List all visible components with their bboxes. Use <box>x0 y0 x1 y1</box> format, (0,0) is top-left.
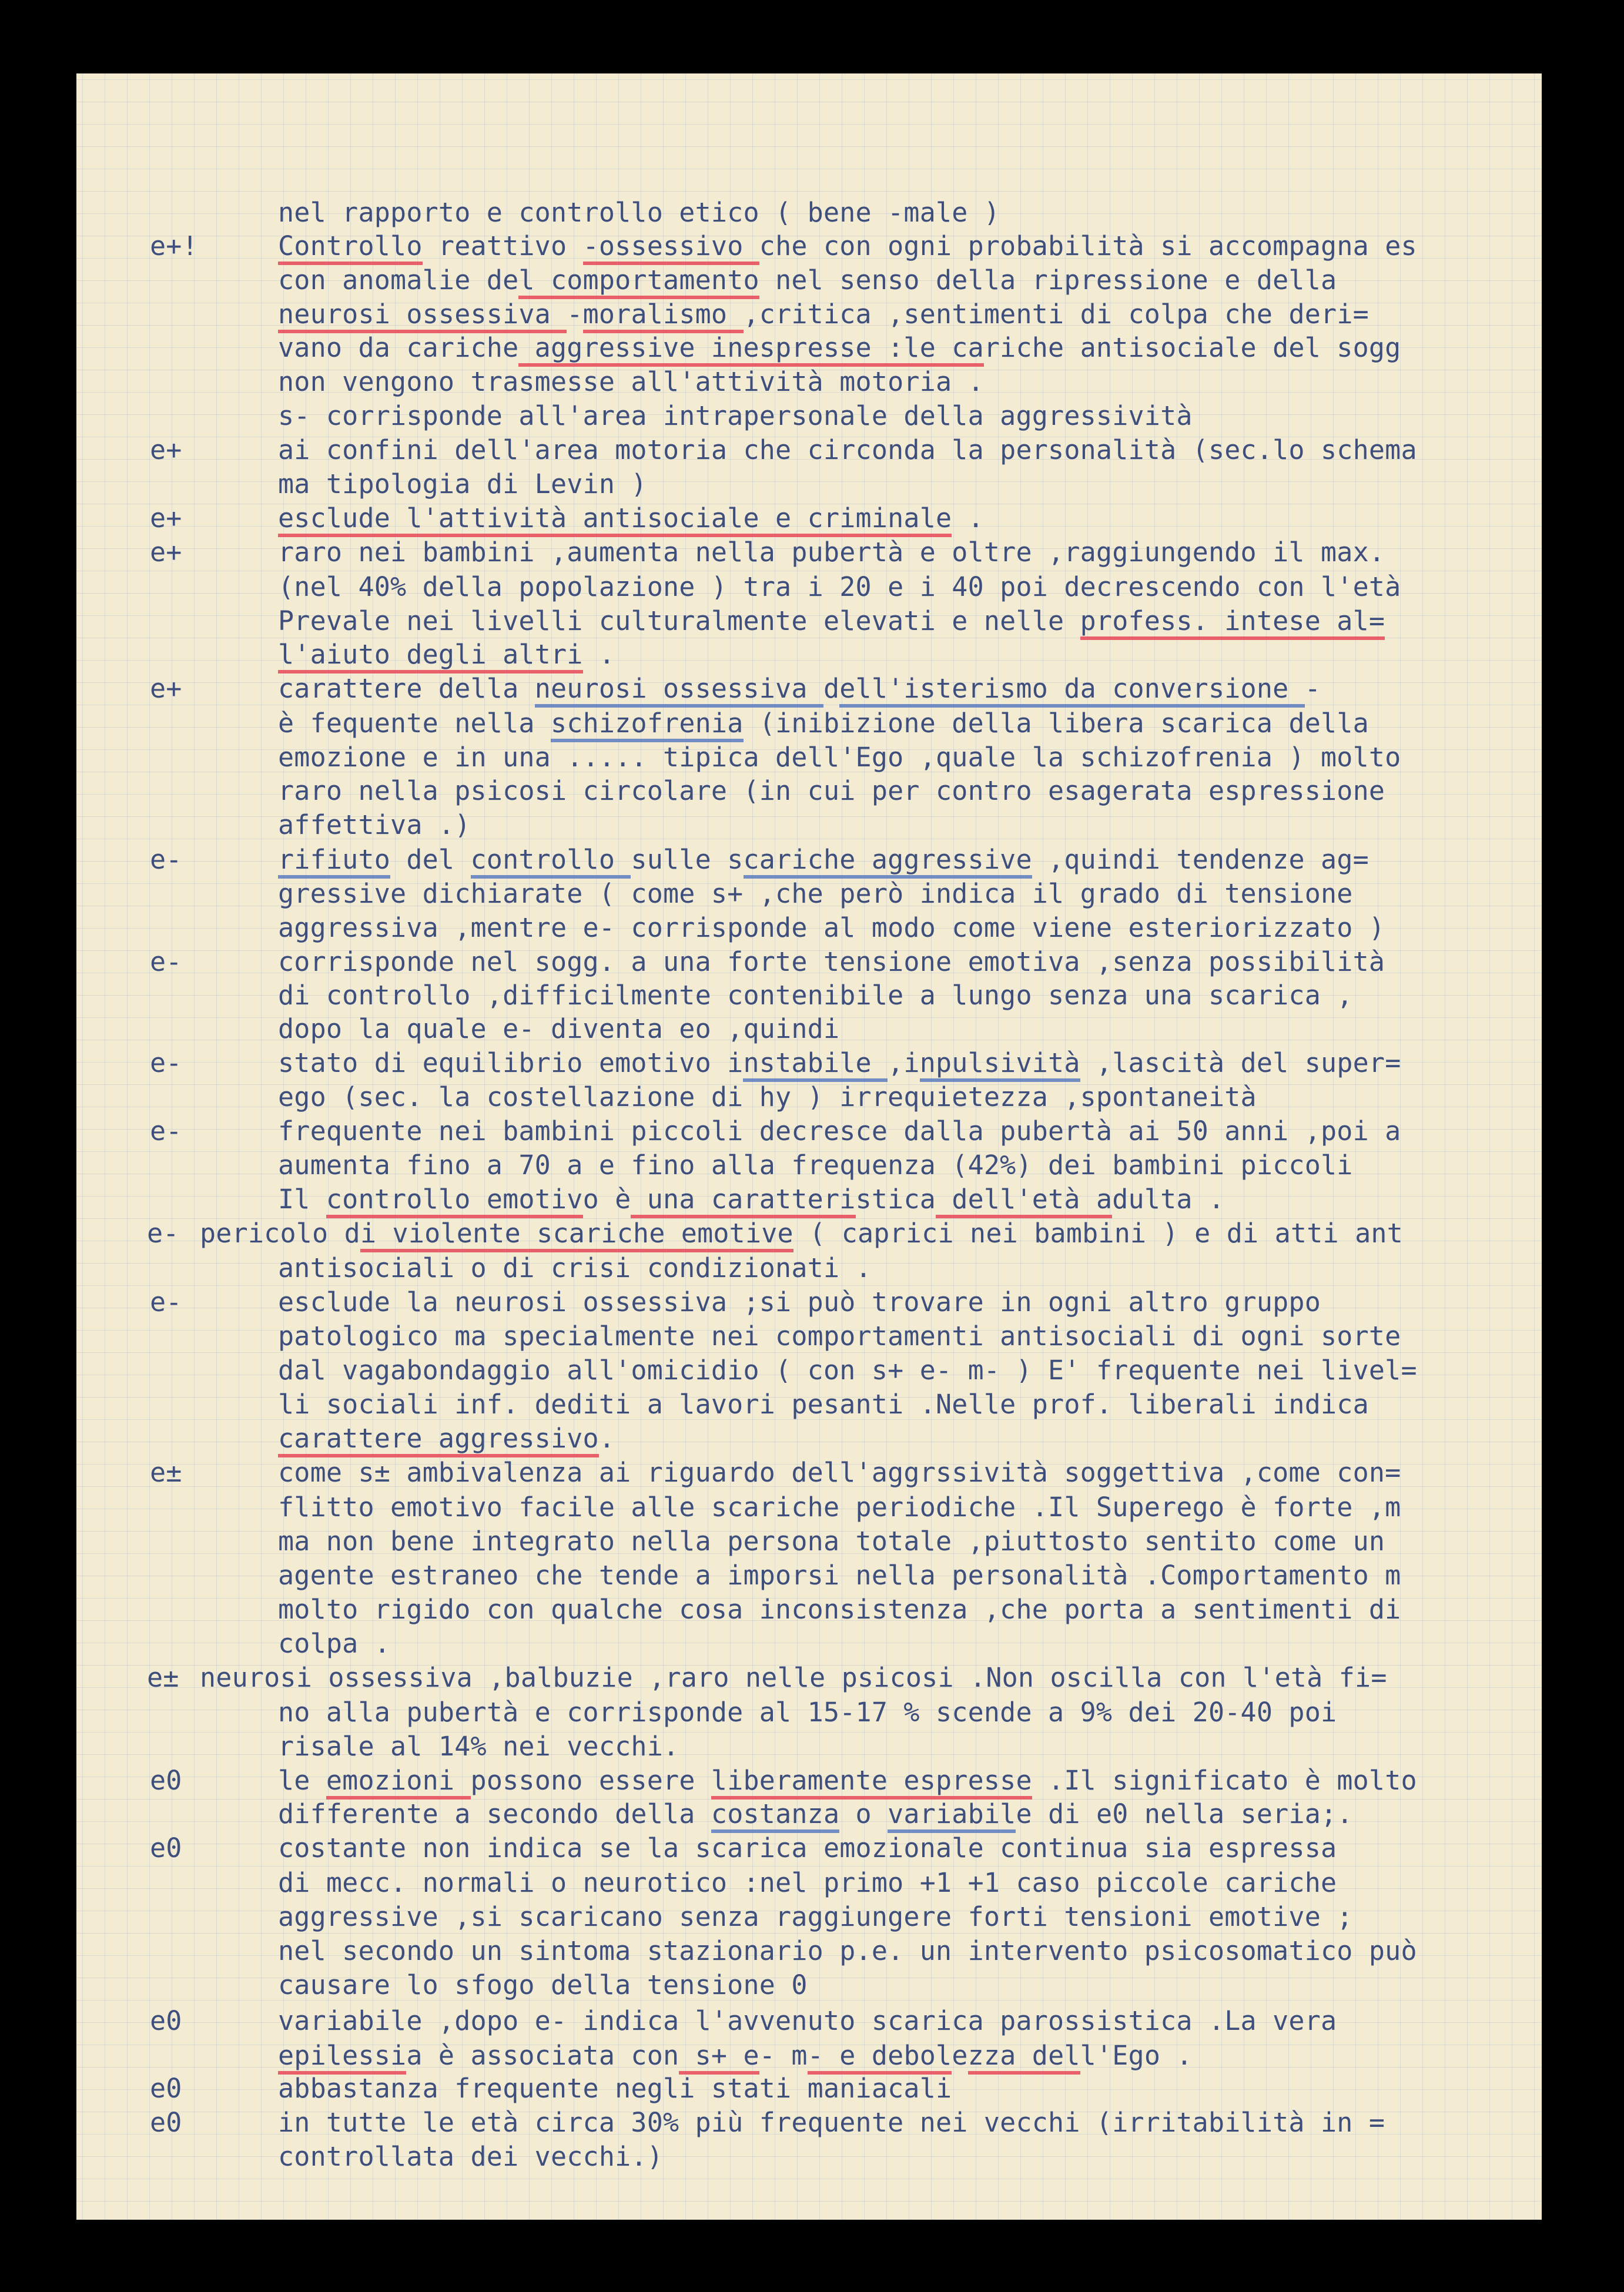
text-line <box>76 570 1542 604</box>
text-line <box>76 1900 1542 1934</box>
text-line <box>76 1593 1542 1627</box>
text-line <box>76 979 1542 1013</box>
margin-symbol: e0 <box>150 2107 182 2138</box>
margin-symbol: e- <box>150 844 182 875</box>
line-text: patologico ma specialmente nei comportamenti antisociali di ogni sorte <box>278 1321 1401 1352</box>
text-line <box>76 1490 1542 1524</box>
line-text: non vengono trasmesse all'attività motoria . <box>278 366 984 397</box>
line-text: controllata dei vecchi.) <box>278 2141 664 2172</box>
margin-symbol: e+ <box>150 434 182 465</box>
line-text: aggressive ,si scaricano senza raggiungere forti tensioni emotive ; <box>278 1901 1353 1932</box>
margin-symbol: e- <box>150 1047 182 1078</box>
line-text: con anomalie del comportamento nel senso della ripressione e della <box>278 263 1337 297</box>
text-line <box>76 1388 1542 1422</box>
text-line <box>76 501 1542 535</box>
text-line <box>76 1968 1542 2002</box>
margin-symbol: e- <box>150 1286 182 1318</box>
text-line <box>76 1764 1542 1798</box>
margin-symbol: e± <box>147 1662 179 1693</box>
text-line <box>76 196 1542 230</box>
text-line <box>76 1114 1542 1148</box>
margin-symbol: e- <box>150 946 182 977</box>
text-line <box>76 467 1542 501</box>
line-text: agente estraneo che tende a imporsi nella personalità .Comportamento m <box>278 1560 1401 1591</box>
line-text: Il controllo emotivo è una caratteristica dell'età adulta . <box>278 1182 1224 1217</box>
line-text: vano da cariche aggressive inespresse :le cariche antisociale del sogg <box>278 331 1401 365</box>
text-line <box>76 1251 1542 1285</box>
line-text: pericolo di violente scariche emotive ( caprici nei bambini ) e di atti ant <box>200 1217 1403 1251</box>
text-line <box>76 2004 1542 2038</box>
margin-symbol: e0 <box>150 1765 182 1796</box>
line-text: differente a secondo della costanza o variabile di e0 nella seria;. <box>278 1797 1353 1831</box>
line-text: ai confini dell'area motoria che circonda la personalità (sec.lo schema <box>278 434 1417 465</box>
line-text: in tutte le età circa 30% più frequente nei vecchi (irritabilità in = <box>278 2107 1385 2138</box>
line-text: affettiva .) <box>278 809 471 840</box>
line-text: di mecc. normali o neurotico :nel primo +1 +1 caso piccole cariche <box>278 1867 1337 1898</box>
line-text: stato di equilibrio emotivo instabile ,inpulsività ,lascità del super= <box>278 1046 1401 1080</box>
text-line <box>76 638 1542 672</box>
text-line <box>76 1012 1542 1046</box>
line-text: Prevale nei livelli culturalmente elevati e nelle profess. intese al= <box>278 604 1385 638</box>
text-line <box>76 535 1542 569</box>
line-text: neurosi ossessiva ,balbuzie ,raro nelle psicosi .Non oscilla con l'età fi= <box>200 1662 1387 1693</box>
line-text: come s± ambivalenza ai riguardo dell'aggrssività soggettiva ,come con= <box>278 1457 1401 1488</box>
line-text: frequente nei bambini piccoli decresce dalla pubertà ai 50 anni ,poi a <box>278 1115 1401 1147</box>
text-line <box>76 945 1542 979</box>
margin-symbol: e- <box>147 1218 179 1249</box>
line-text: emozione e in una ..... tipica dell'Ego ,quale la schizofrenia ) molto <box>278 742 1401 773</box>
text-line <box>76 1831 1542 1865</box>
line-text: carattere della neurosi ossessiva dell'isterismo da conversione - <box>278 672 1321 706</box>
text-line <box>76 706 1542 740</box>
text-line <box>76 740 1542 775</box>
line-text: raro nella psicosi circolare (in cui per contro esagerata espressione <box>278 775 1385 806</box>
text-line <box>76 433 1542 467</box>
text-line <box>76 1217 1542 1251</box>
line-text: flitto emotivo facile alle scariche periodiche .Il Superego è forte ,m <box>278 1492 1401 1523</box>
text-line <box>76 1353 1542 1388</box>
text-line <box>76 2039 1542 2073</box>
text-line <box>76 1456 1542 1490</box>
margin-symbol: e+ <box>150 537 182 568</box>
line-text: nel secondo un sintoma stazionario p.e. un intervento psicosomatico può <box>278 1935 1417 1966</box>
margin-symbol: e0 <box>150 1832 182 1864</box>
text-line <box>76 331 1542 365</box>
line-text: risale al 14% nei vecchi. <box>278 1731 679 1762</box>
margin-symbol: e+! <box>150 230 198 262</box>
text-line <box>76 1524 1542 1559</box>
text-line <box>76 843 1542 877</box>
text-line <box>76 1046 1542 1080</box>
text-line <box>76 399 1542 433</box>
text-line <box>76 808 1542 842</box>
line-text: epilessia è associata con s+ e- m- e debolezza dell'Ego . <box>278 2039 1193 2073</box>
line-text: aggressiva ,mentre e- corrisponde al modo come viene esteriorizzato ) <box>278 912 1385 943</box>
text-line <box>76 2106 1542 2140</box>
margin-symbol: e0 <box>150 2005 182 2036</box>
line-text: (nel 40% della popolazione ) tra i 20 e i 40 poi decrescendo con l'età <box>278 571 1401 602</box>
line-text: rifiuto del controllo sulle scariche aggressive ,quindi tendenze ag= <box>278 843 1369 877</box>
line-text: ego (sec. la costellazione di hy ) irrequietezza ,spontaneità <box>278 1081 1257 1113</box>
text-line <box>76 263 1542 297</box>
line-text: raro nei bambini ,aumenta nella pubertà e oltre ,raggiungendo il max. <box>278 537 1385 568</box>
line-text: neurosi ossessiva -moralismo ,critica ,sentimenti di colpa che deri= <box>278 297 1369 331</box>
text-line <box>76 2140 1542 2174</box>
line-text: molto rigido con qualche cosa inconsistenza ,che porta a sentimenti di <box>278 1594 1401 1625</box>
line-text: no alla pubertà e corrisponde al 15-17 % scende a 9% dei 20-40 poi <box>278 1697 1337 1728</box>
text-line <box>76 1319 1542 1353</box>
line-text: gressive dichiarate ( come s+ ,che però indica il grado di tensione <box>278 878 1353 909</box>
margin-symbol: e- <box>150 1115 182 1147</box>
line-text: colpa . <box>278 1628 391 1659</box>
line-text: costante non indica se la scarica emozionale continua sia espressa <box>278 1832 1337 1864</box>
line-text: l'aiuto degli altri . <box>278 638 615 672</box>
line-text: nel rapporto e controllo etico ( bene -male ) <box>278 197 1000 228</box>
text-line <box>76 911 1542 945</box>
line-text: di controllo ,difficilmente contenibile a lungo senza una scarica , <box>278 980 1353 1011</box>
text-line <box>76 774 1542 808</box>
text-line <box>76 672 1542 706</box>
text-line <box>76 604 1542 638</box>
line-text: antisociali o di crisi condizionati . <box>278 1252 872 1284</box>
line-text: variabile ,dopo e- indica l'avvenuto scarica parossistica .La vera <box>278 2005 1337 2036</box>
line-text: le emozioni possono essere liberamente espresse .Il significato è molto <box>278 1764 1417 1798</box>
line-text: dopo la quale e- diventa eo ,quindi <box>278 1013 840 1044</box>
margin-symbol: e0 <box>150 2073 182 2104</box>
margin-symbol: e+ <box>150 502 182 534</box>
text-line <box>76 1080 1542 1114</box>
text-line <box>76 1182 1542 1217</box>
line-text: causare lo sfogo della tensione 0 <box>278 1969 808 2001</box>
typed-document-page <box>76 73 1542 2220</box>
text-line <box>76 1695 1542 1730</box>
line-text: carattere aggressivo. <box>278 1422 615 1456</box>
text-line <box>76 1797 1542 1831</box>
line-text: aumenta fino a 70 a e fino alla frequenza (42%) dei bambini piccoli <box>278 1150 1353 1181</box>
text-line <box>76 2072 1542 2106</box>
line-text: corrisponde nel sogg. a una forte tensione emotiva ,senza possibilità <box>278 946 1385 977</box>
text-line <box>76 1730 1542 1764</box>
text-line <box>76 297 1542 331</box>
margin-symbol: e+ <box>150 673 182 704</box>
text-line <box>76 1422 1542 1456</box>
text-line <box>76 1559 1542 1593</box>
text-line <box>76 365 1542 399</box>
line-text: ma tipologia di Levin ) <box>278 468 647 500</box>
line-text: esclude l'attività antisociale e criminale . <box>278 501 984 535</box>
line-text: abbastanza frequente negli stati maniacali <box>278 2073 952 2104</box>
line-text: ma non bene integrato nella persona totale ,piuttosto sentito come un <box>278 1526 1385 1557</box>
text-line <box>76 1285 1542 1319</box>
line-text: dal vagabondaggio all'omicidio ( con s+ e- m- ) E' frequente nei livel= <box>278 1355 1417 1386</box>
line-text: s- corrisponde all'area intrapersonale della aggressività <box>278 400 1193 431</box>
line-text: Controllo reattivo -ossessivo che con ogni probabilità si accompagna es <box>278 229 1417 263</box>
text-line <box>76 229 1542 263</box>
line-text: esclude la neurosi ossessiva ;si può trovare in ogni altro gruppo <box>278 1286 1321 1318</box>
text-line <box>76 1661 1542 1695</box>
line-text: è fequente nella schizofrenia (inibizione della libera scarica della <box>278 706 1369 740</box>
text-line <box>76 1934 1542 1968</box>
text-line <box>76 1866 1542 1900</box>
margin-symbol: e± <box>150 1457 182 1488</box>
text-line <box>76 877 1542 911</box>
text-line <box>76 1148 1542 1182</box>
line-text: li sociali inf. dediti a lavori pesanti .Nelle prof. liberali indica <box>278 1389 1369 1420</box>
text-line <box>76 1627 1542 1661</box>
